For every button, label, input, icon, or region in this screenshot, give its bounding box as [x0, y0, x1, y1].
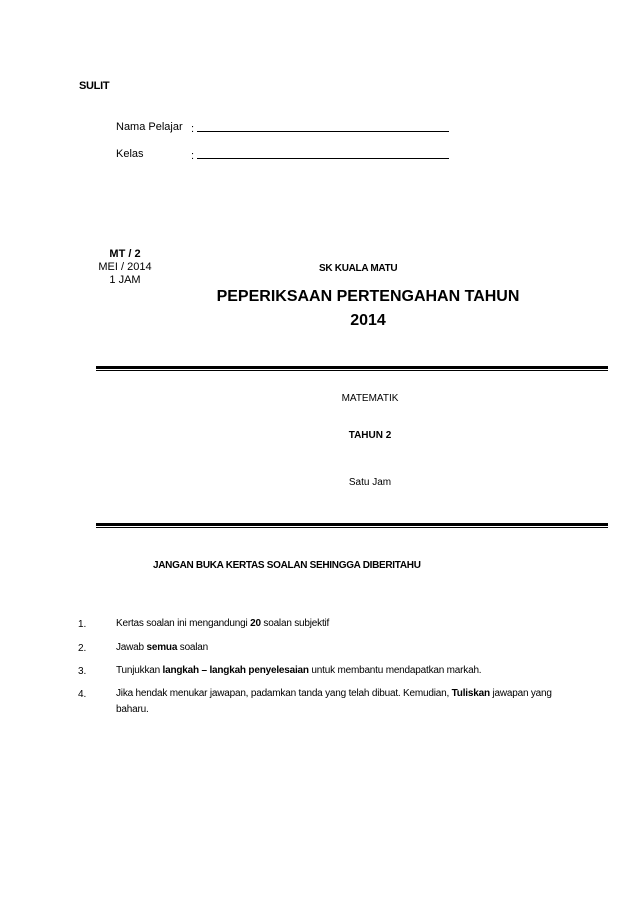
instruction-emphasis: semua [146, 642, 178, 653]
instruction-text: soalan subjektif [260, 618, 330, 629]
exam-title-line2: 2014 [350, 312, 386, 329]
class-label: Kelas [116, 148, 144, 160]
divider-top [96, 366, 608, 371]
duration-label: Satu Jam [348, 477, 392, 488]
instruction-number: 3. [78, 666, 87, 677]
student-name-field [191, 121, 449, 135]
warning-text: JANGAN BUKA KERTAS SOALAN SEHINGGA DIBERITAHU [153, 560, 421, 571]
paper-code [88, 248, 162, 287]
instruction-item [116, 616, 581, 632]
class-field [191, 148, 449, 162]
instruction-text: untuk membantu mendapatkan markah. [308, 665, 482, 676]
subject-name: MATEMATIK [341, 393, 399, 404]
instruction-number: 1. [78, 619, 87, 630]
instruction-text: Jawab [116, 642, 147, 653]
name-colon: : [191, 123, 195, 135]
instruction-text: Jika hendak menukar jawapan, padamkan tanda yang telah dibuat. Kemudian, [116, 688, 452, 699]
instruction-text: Kertas soalan ini mengandungi [116, 618, 251, 629]
school-name: SK KUALA MATU [319, 263, 398, 274]
paper-code-line3: 1 JAM [109, 274, 141, 286]
exam-title [168, 285, 568, 333]
instruction-emphasis: 20 [250, 618, 261, 629]
divider-bottom [96, 523, 608, 528]
paper-code-line2: MEI / 2014 [98, 261, 152, 273]
instruction-text: Tunjukkan [116, 665, 163, 676]
instruction-item [116, 686, 581, 718]
instruction-item [116, 663, 581, 679]
student-name-label: Nama Pelajar [116, 121, 183, 133]
paper-code-line1: MT / 2 [109, 248, 141, 260]
sulit-label: SULIT [79, 80, 110, 92]
name-underline [197, 121, 449, 132]
instruction-emphasis: Tuliskan [451, 688, 490, 699]
instruction-number: 4. [78, 689, 87, 700]
instruction-emphasis: langkah – langkah penyelesaian [162, 665, 309, 676]
class-colon: : [191, 150, 195, 162]
instruction-text: soalan [177, 642, 209, 653]
exam-title-line1: PEPERIKSAAN PERTENGAHAN TAHUN [216, 288, 520, 305]
class-underline [197, 148, 449, 159]
instruction-text: jawapan yang baharu. [116, 688, 552, 715]
instruction-number: 2. [78, 643, 87, 654]
year-label: TAHUN 2 [348, 430, 392, 441]
instruction-item [116, 640, 581, 656]
